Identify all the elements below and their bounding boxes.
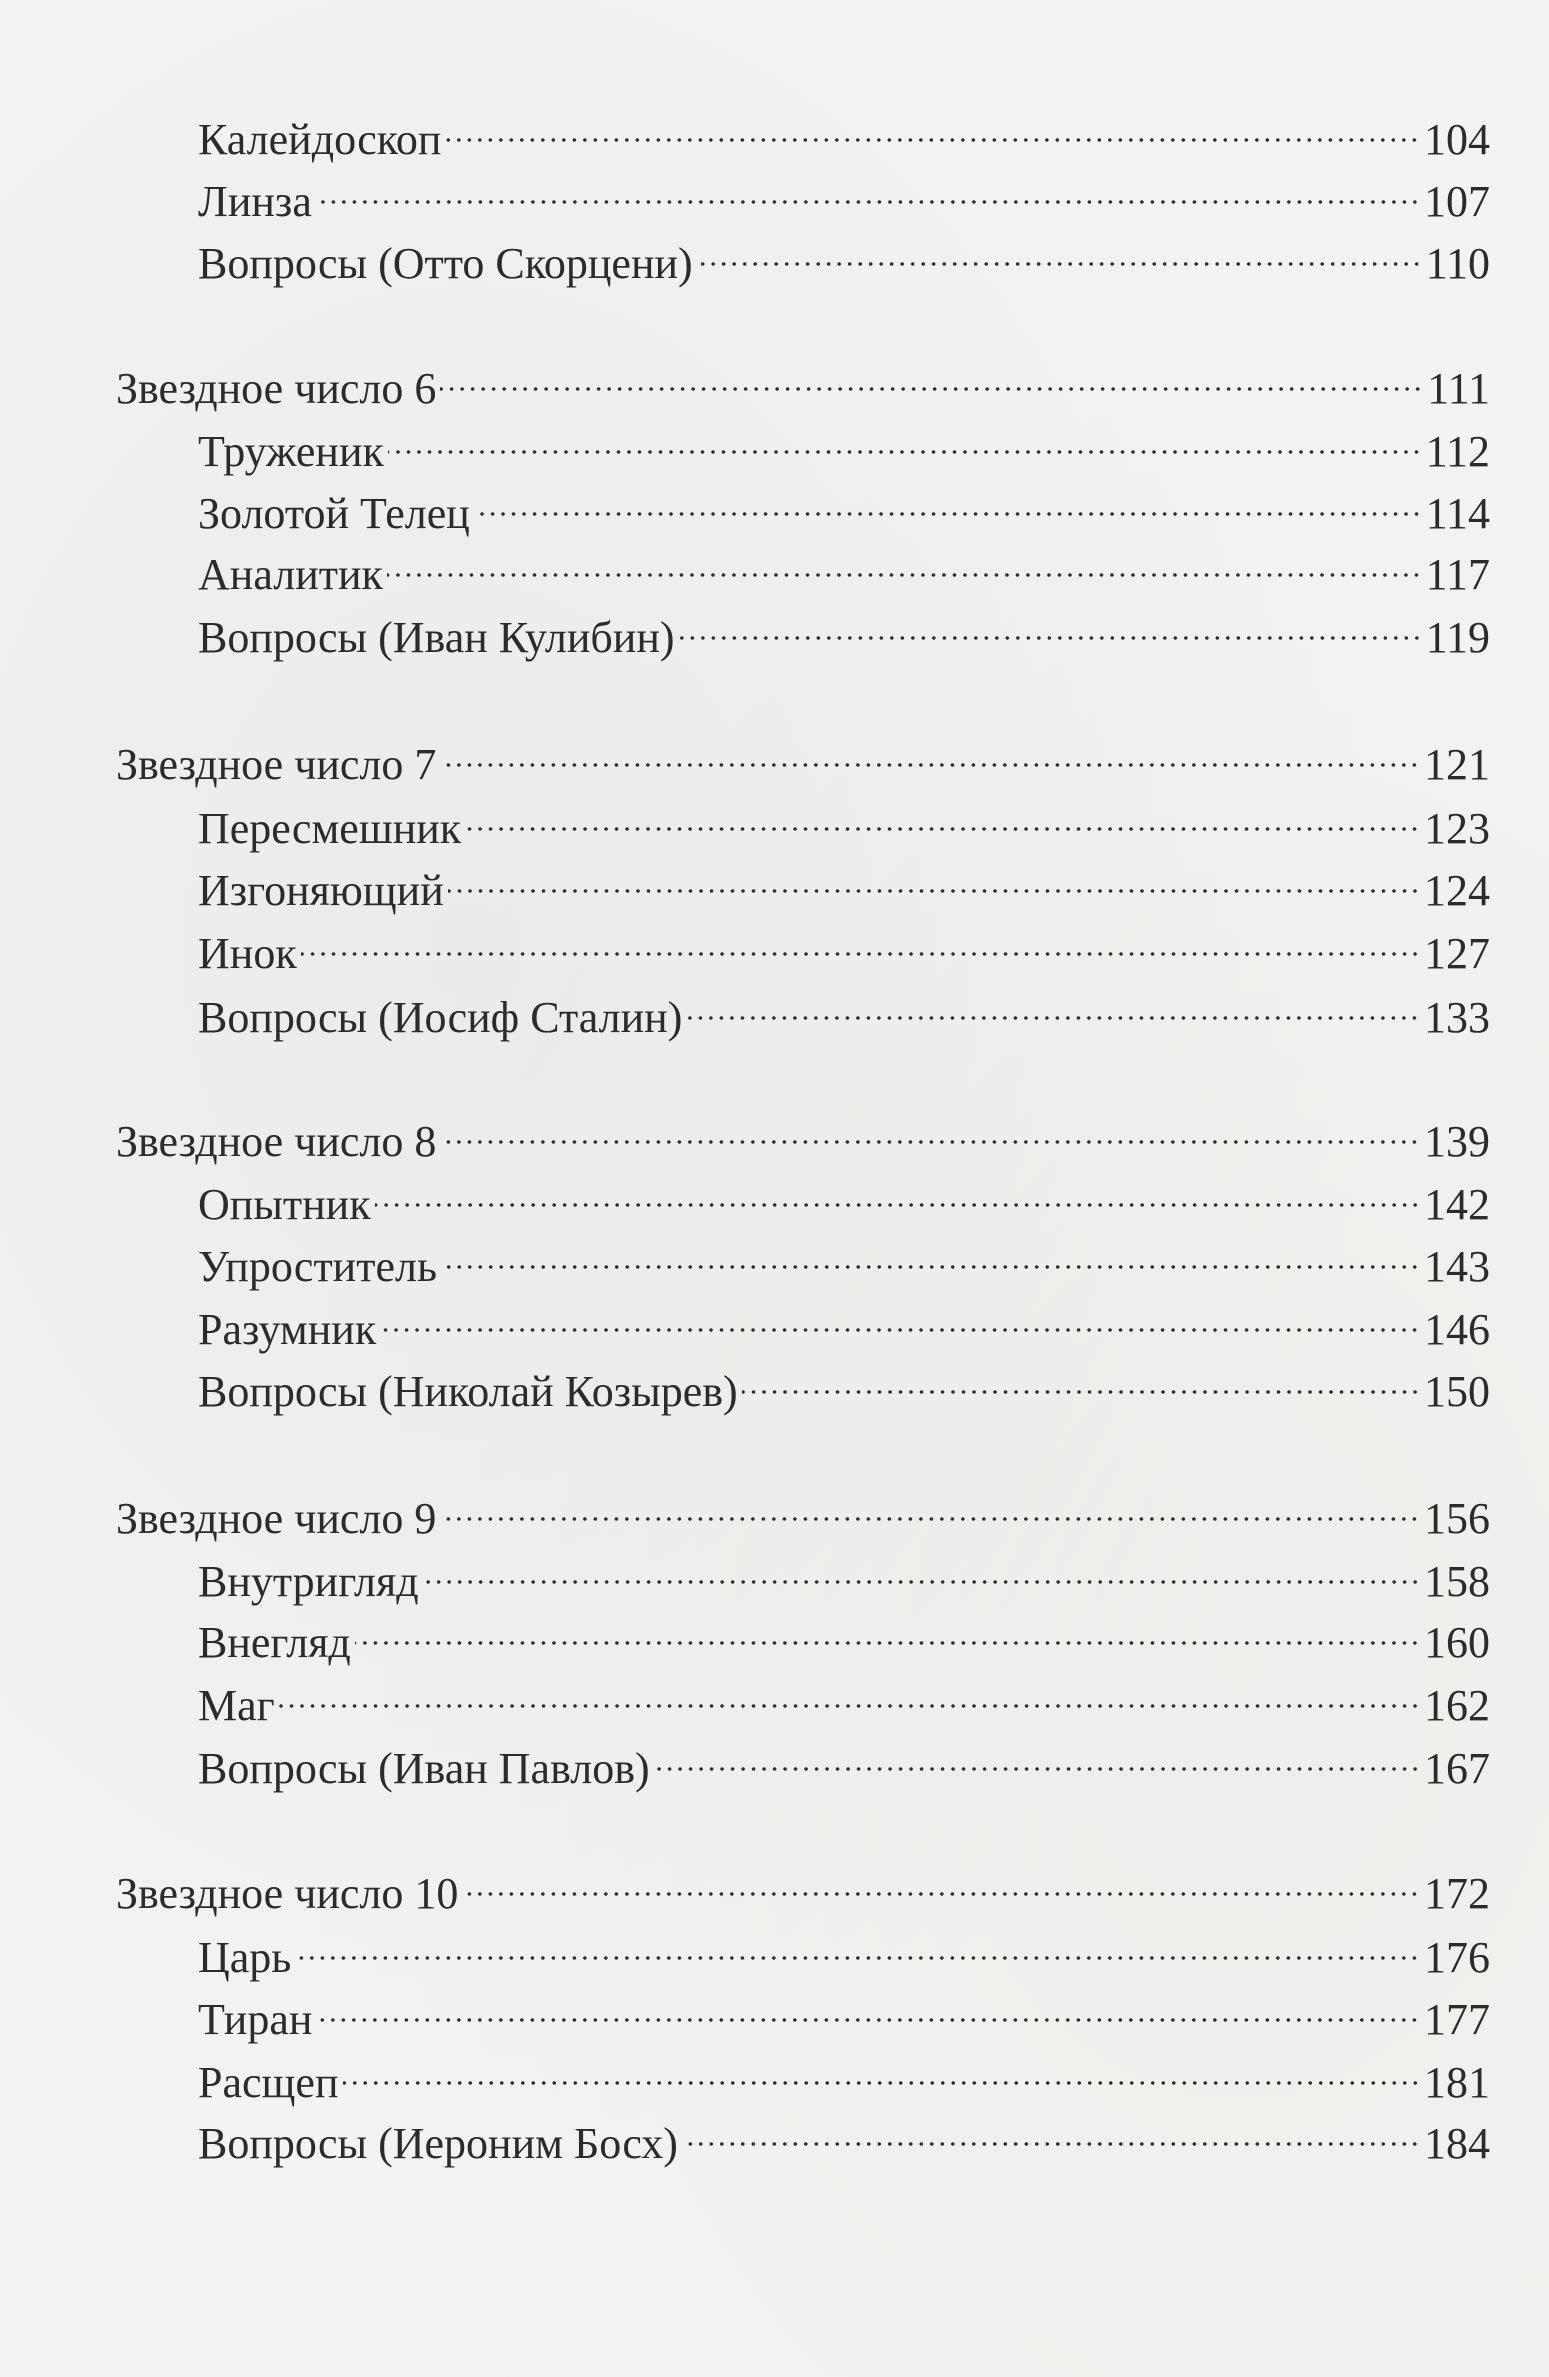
toc-entry-title: Опытник [198,1180,371,1229]
toc-entry-title: Аналитик [198,550,383,599]
toc-entry-page: 119 [1425,613,1490,662]
toc-entry [198,1727,1490,1793]
toc-entry [198,2041,1490,2107]
toc-entry [198,1225,1490,1291]
toc-entry-page: 176 [1424,1933,1490,1982]
toc-entry-page: 139 [1424,1117,1490,1166]
toc-entry-page: 167 [1424,1744,1490,1793]
toc-entry-page: 104 [1424,115,1490,164]
toc-entry-page: 158 [1424,1557,1490,1606]
toc-entry-title: Внутригляд [198,1557,419,1606]
toc-entry-page: 172 [1424,1869,1490,1918]
toc-entry-page: 133 [1424,993,1490,1042]
toc-entry [198,1978,1490,2044]
toc-entry-page: 112 [1425,427,1490,476]
toc-entry [198,1916,1490,1982]
toc-entry-title: Труженик [198,427,384,476]
dot-leader [682,2102,1420,2158]
toc-entry-title: Звездное число 10 [116,1869,459,1918]
toc-entry-page: 150 [1424,1367,1490,1416]
toc-entry [198,849,1490,915]
dot-leader [301,912,1420,968]
toc-section-heading [116,723,1490,789]
toc-entry-page: 181 [1424,2058,1490,2107]
toc-entry [198,787,1490,853]
toc-entry-page: 184 [1424,2119,1490,2168]
toc-entry-title: Вопросы (Отто Скорцени) [198,239,693,288]
dot-leader [686,976,1420,1032]
toc-section-heading [116,1100,1490,1166]
toc-entry [198,912,1490,978]
toc-entry-title: Вопросы (Иван Павлов) [198,1744,650,1793]
toc-entry-page: 111 [1427,364,1490,413]
toc-entry [198,1350,1490,1416]
toc-entry-page: 156 [1424,1494,1490,1543]
dot-leader [387,533,1422,589]
dot-leader [316,1978,1420,2034]
dot-leader [697,222,1422,278]
toc-section-heading [116,1852,1490,1918]
toc-entry-title: Инок [198,929,297,978]
toc-entry [198,98,1490,164]
dot-leader [375,1163,1420,1219]
dot-leader [343,2041,1421,2097]
toc-section-heading [116,347,1490,413]
toc-entry-page: 177 [1424,1995,1490,2044]
toc-entry-title: Вопросы (Николай Козырев) [198,1367,738,1416]
dot-leader [462,1852,1420,1908]
dot-leader [423,1540,1420,1596]
dot-leader [742,1350,1420,1406]
toc-entry [198,596,1490,662]
dot-leader [679,596,1422,652]
toc-entry [198,222,1490,288]
dot-leader [474,472,1422,528]
dot-leader [440,347,1423,403]
toc-entry-title: Золотой Телец [198,489,470,538]
toc-entry-page: 121 [1424,740,1490,789]
dot-leader [355,1601,1420,1657]
toc-entry-title: Линза [198,177,312,226]
toc-entry [198,533,1490,599]
toc-entry-title: Тиран [198,1995,313,2044]
dot-leader [440,1100,1420,1156]
toc-entry [198,1540,1490,1606]
dot-leader [654,1727,1420,1783]
toc-entry [198,1601,1490,1667]
toc-entry-page: 110 [1425,239,1490,288]
dot-leader [445,98,1420,154]
toc-entry-page: 162 [1424,1681,1490,1730]
toc-entry [198,1163,1490,1229]
toc-entry-title: Звездное число 6 [116,364,437,413]
toc-entry-page: 160 [1424,1618,1490,1667]
toc-entry-title: Вопросы (Иосиф Сталин) [198,993,683,1042]
toc-entry-page: 117 [1425,550,1490,599]
toc-entry-page: 123 [1424,804,1490,853]
toc-entry-page: 146 [1424,1305,1490,1354]
dot-leader [279,1664,1420,1720]
dot-leader [465,787,1420,843]
dot-leader [440,723,1420,779]
toc-entry [198,160,1490,226]
toc-entry-title: Царь [198,1933,292,1982]
toc-entry-page: 124 [1424,866,1490,915]
toc-entry [198,472,1490,538]
toc-entry [198,1664,1490,1730]
toc-section-heading [116,1477,1490,1543]
toc-entry-title: Пересмешник [198,804,462,853]
toc-entry [198,2102,1490,2168]
toc-entry-title: Расщеп [198,2058,339,2107]
toc-entry-title: Звездное число 8 [116,1117,437,1166]
dot-leader [380,1288,1420,1344]
toc-entry-page: 107 [1424,177,1490,226]
dot-leader [316,160,1420,216]
toc-entry-title: Маг [198,1681,275,1730]
toc-entry-title: Вопросы (Иван Кулибин) [198,613,675,662]
toc-entry-page: 114 [1425,489,1490,538]
toc-entry-title: Звездное число 9 [116,1494,437,1543]
toc-entry-title: Изгоняющий [198,866,444,915]
toc-entry-title: Вопросы (Иероним Босх) [198,2119,678,2168]
toc-entry-title: Разумник [198,1305,377,1354]
dot-leader [440,1477,1420,1533]
toc-entry-title: Внегляд [198,1618,351,1667]
toc-entry [198,976,1490,1042]
toc-entry-title: Звездное число 7 [116,740,437,789]
toc-entry [198,410,1490,476]
dot-leader [295,1916,1420,1972]
dot-leader [388,410,1422,466]
dot-leader [441,1225,1420,1281]
toc-entry [198,1288,1490,1354]
toc-entry-page: 142 [1424,1180,1490,1229]
toc-entry-title: Калейдоскоп [198,115,442,164]
toc-entry-page: 143 [1424,1242,1490,1291]
toc-entry-title: Упроститель [198,1242,438,1291]
dot-leader [448,849,1420,905]
toc-entry-page: 127 [1424,929,1490,978]
